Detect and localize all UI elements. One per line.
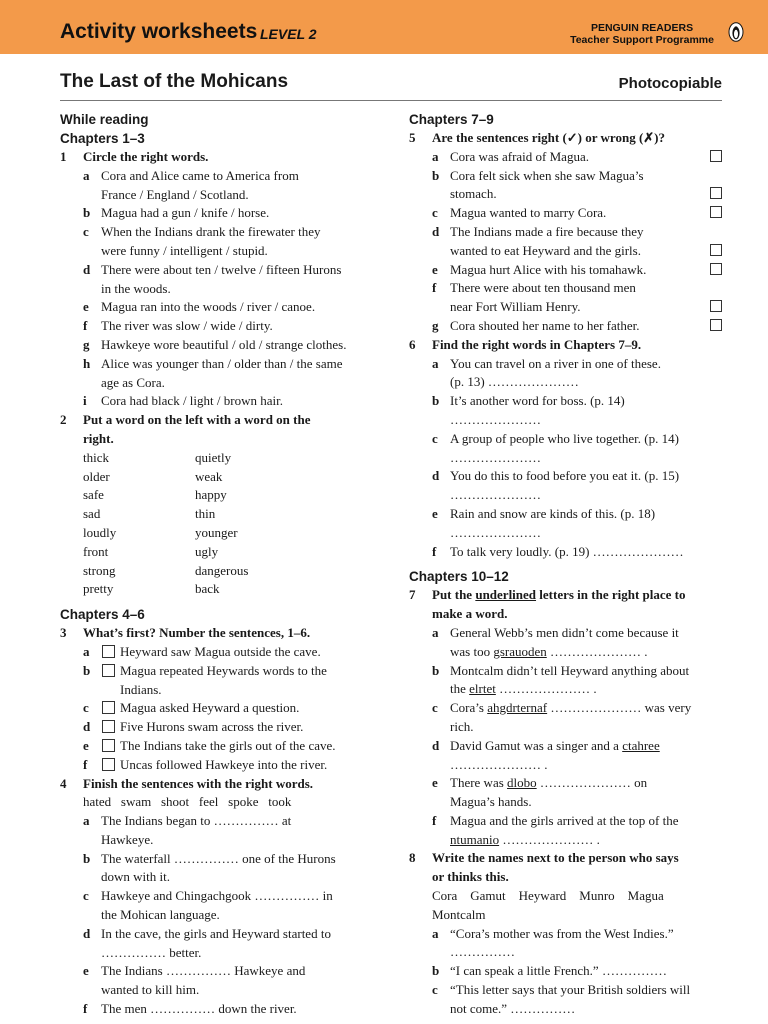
list-item: d There were about ten / twelve / fifteen Hurons — [83, 261, 342, 277]
list-item-continued: ………………… — [450, 524, 541, 540]
left-column — [60, 110, 376, 1019]
list-item: f The river was slow / wide / dirty. — [83, 318, 273, 334]
list-item: e The Indians take the girls out of the cave. — [83, 737, 336, 753]
list-item: c Magua asked Heyward a question. — [83, 700, 300, 716]
list-item-continued: the Mohican language. — [101, 907, 220, 923]
list-item-continued: down with it. — [101, 869, 170, 885]
section-heading: Chapters 4–6 — [60, 607, 145, 623]
list-item-continued: stomach. — [409, 185, 722, 204]
list-item-continued: age as Cora. — [101, 374, 165, 390]
answer-box[interactable] — [710, 150, 722, 162]
list-item: b Montcalm didn’t tell Heyward anything about — [432, 662, 690, 678]
list-item-continued: (p. 13) ………………… — [450, 374, 579, 390]
answer-box[interactable] — [710, 300, 722, 312]
list-item: b “I can speak a little French.” …………… — [432, 963, 667, 979]
answer-box[interactable] — [710, 206, 722, 218]
word-right: thin — [195, 506, 216, 522]
list-item: b Magua repeated Heywards words to the — [83, 662, 327, 678]
list-item: c When the Indians drank the firewater they — [83, 224, 321, 240]
word-right: ugly — [195, 543, 219, 559]
word-left: thick — [83, 449, 109, 465]
list-item: f To talk very loudly. (p. 19) ………………… — [432, 543, 684, 559]
list-item-continued: ntumanio ………………… . — [450, 831, 600, 847]
list-item-continued: were funny / intelligent / stupid. — [101, 242, 268, 258]
list-item-continued: wanted to kill him. — [101, 982, 200, 998]
list-item-continued: rich. — [450, 718, 474, 734]
list-item-continued: was too gsrauoden ………………… . — [450, 643, 648, 659]
right-column — [409, 110, 722, 1019]
list-item: c “This letter says that your British soldiers will — [432, 982, 691, 998]
word-left: loudly — [83, 524, 117, 540]
list-item-continued: ………………… — [450, 411, 541, 427]
list-item-continued: near Fort William Henry. — [409, 298, 722, 317]
word-right: dangerous — [195, 562, 249, 578]
section-heading: Chapters 1–3 — [60, 131, 145, 146]
section-heading: Chapters 10–12 — [409, 569, 509, 585]
list-item-continued: …………… — [450, 944, 515, 960]
list-item-continued: ………………… — [450, 449, 541, 465]
question-3-prompt: 3 What’s first? Number the sentences, 1–6. — [60, 625, 311, 641]
list-item: b Magua had a gun / knife / horse. — [83, 205, 270, 221]
list-item: b Cora felt sick when she saw Magua’s — [432, 167, 644, 183]
header-bar — [0, 0, 768, 54]
answer-box[interactable] — [102, 645, 115, 658]
answer-box[interactable] — [102, 739, 115, 752]
word-left: older — [83, 468, 110, 484]
list-item: c A group of people who live together. (p. 14) — [432, 430, 679, 446]
list-item: g Cora shouted her name to her father. — [409, 317, 722, 336]
question-1-prompt: 1 Circle the right words. — [60, 149, 209, 164]
answer-box[interactable] — [102, 758, 115, 771]
answer-box[interactable] — [710, 244, 722, 256]
answer-box[interactable] — [710, 187, 722, 199]
list-item: d Five Hurons swam across the river. — [83, 719, 304, 735]
list-item-continued: ………………… . — [450, 756, 548, 772]
list-item-continued: Magua’s hands. — [450, 794, 532, 810]
word-right: weak — [195, 468, 223, 484]
list-item: e Magua hurt Alice with his tomahawk. — [409, 261, 722, 280]
word-right: quietly — [195, 449, 232, 465]
word-left: front — [83, 543, 109, 559]
list-item: a Cora and Alice came to America from — [83, 167, 299, 183]
list-item: d In the cave, the girls and Heyward started to — [83, 925, 331, 941]
answer-box[interactable] — [102, 701, 115, 714]
word-right: happy — [195, 487, 227, 503]
word-left: pretty — [83, 581, 114, 597]
answer-box[interactable] — [102, 664, 115, 677]
list-item: f There were about ten thousand men — [432, 280, 636, 296]
publisher-label: PENGUIN READERS Teacher Support Programme — [570, 22, 714, 46]
answer-box[interactable] — [710, 319, 722, 331]
photocopiable-label: Photocopiable — [618, 75, 722, 92]
answer-box[interactable] — [102, 720, 115, 733]
word-bank: hated swam shoot feel spoke took — [83, 794, 292, 810]
list-item-continued: ………………… — [450, 487, 541, 503]
question-5-prompt: 5 Are the sentences right (✓) or wrong (✗)? — [409, 130, 665, 145]
list-item-continued: the elrtet ………………… . — [450, 681, 597, 697]
section-heading: While reading — [60, 112, 149, 127]
list-item: e Magua ran into the woods / river / canoe. — [83, 299, 316, 315]
section-heading: Chapters 7–9 — [409, 112, 494, 127]
list-item: e The Indians …………… Hawkeye and — [83, 963, 306, 979]
list-item-continued: Indians. — [120, 681, 162, 697]
list-item-continued: France / England / Scotland. — [101, 186, 249, 202]
question-2-prompt-continued: right. — [83, 430, 114, 446]
worksheet-title: Activity worksheets — [60, 20, 258, 43]
list-item: g Hawkeye wore beautiful / old / strange clothes. — [83, 336, 347, 352]
list-item: b The waterfall …………… one of the Hurons — [83, 850, 336, 866]
word-match-table — [60, 449, 376, 599]
list-item: a General Webb’s men didn’t come because it — [432, 624, 679, 640]
word-left: strong — [83, 562, 116, 578]
title-divider — [60, 100, 722, 101]
name-bank-continued: Montcalm — [432, 906, 486, 922]
question-8-prompt: 8 Write the names next to the person who says — [409, 850, 679, 866]
answer-box[interactable] — [710, 263, 722, 275]
word-right: back — [195, 581, 220, 597]
list-item: c Hawkeye and Chingachgook …………… in — [83, 888, 333, 904]
list-item: e Rain and snow are kinds of this. (p. 18) — [432, 505, 656, 521]
word-right: younger — [195, 524, 238, 540]
list-item: a The Indians began to …………… at — [83, 813, 292, 829]
list-item: e There was dlobo ………………… on — [432, 775, 648, 791]
name-bank: Cora Gamut Heyward Munro Magua — [432, 888, 664, 904]
list-item: a You can travel on a river in one of these. — [432, 355, 661, 371]
list-item: b It’s another word for boss. (p. 14) — [432, 393, 625, 409]
question-4-prompt: 4 Finish the sentences with the right words. — [60, 775, 314, 791]
list-item-continued: not come.” …………… — [450, 1000, 576, 1016]
question-6-prompt: 6 Find the right words in Chapters 7–9. — [409, 336, 642, 352]
list-item: f The men …………… down the river. — [83, 1001, 297, 1017]
list-item-continued: …………… better. — [101, 944, 202, 960]
penguin-logo-icon — [728, 22, 744, 42]
list-item: d You do this to food before you eat it. (p. 15) — [432, 468, 680, 484]
list-item-continued: Hawkeye. — [101, 831, 154, 847]
question-7-prompt-continued: make a word. — [432, 606, 508, 622]
list-item: d The Indians made a fire because they — [432, 223, 644, 239]
level-label: LEVEL 2 — [260, 26, 317, 42]
list-item: a Cora was afraid of Magua. — [409, 148, 722, 167]
list-item: a “Cora’s mother was from the West Indies.” — [432, 925, 674, 941]
list-item: a Heyward saw Magua outside the cave. — [83, 643, 321, 659]
question-2-prompt: 2 Put a word on the left with a word on the — [60, 412, 311, 428]
list-item: i Cora had black / light / brown hair. — [83, 393, 283, 409]
list-item: c Cora’s ahgdrternaf ………………… was very — [432, 700, 692, 716]
list-item: c Magua wanted to marry Cora. — [409, 204, 722, 223]
word-left: safe — [83, 487, 104, 503]
list-item: f Magua and the girls arrived at the top of the — [432, 812, 679, 828]
list-item: d David Gamut was a singer and a ctahree — [432, 737, 660, 753]
question-8-prompt-continued: or thinks this. — [432, 869, 509, 885]
list-item: h Alice was younger than / older than / the same — [83, 355, 343, 371]
list-item-continued: wanted to eat Heyward and the girls. — [409, 242, 722, 261]
page-title: The Last of the Mohicans — [60, 71, 289, 92]
word-left: sad — [83, 506, 101, 522]
question-7-prompt: 7 Put the underlined letters in the right place to — [409, 587, 686, 603]
list-item: f Uncas followed Hawkeye into the river. — [83, 756, 328, 772]
list-item-continued: in the woods. — [101, 280, 171, 296]
